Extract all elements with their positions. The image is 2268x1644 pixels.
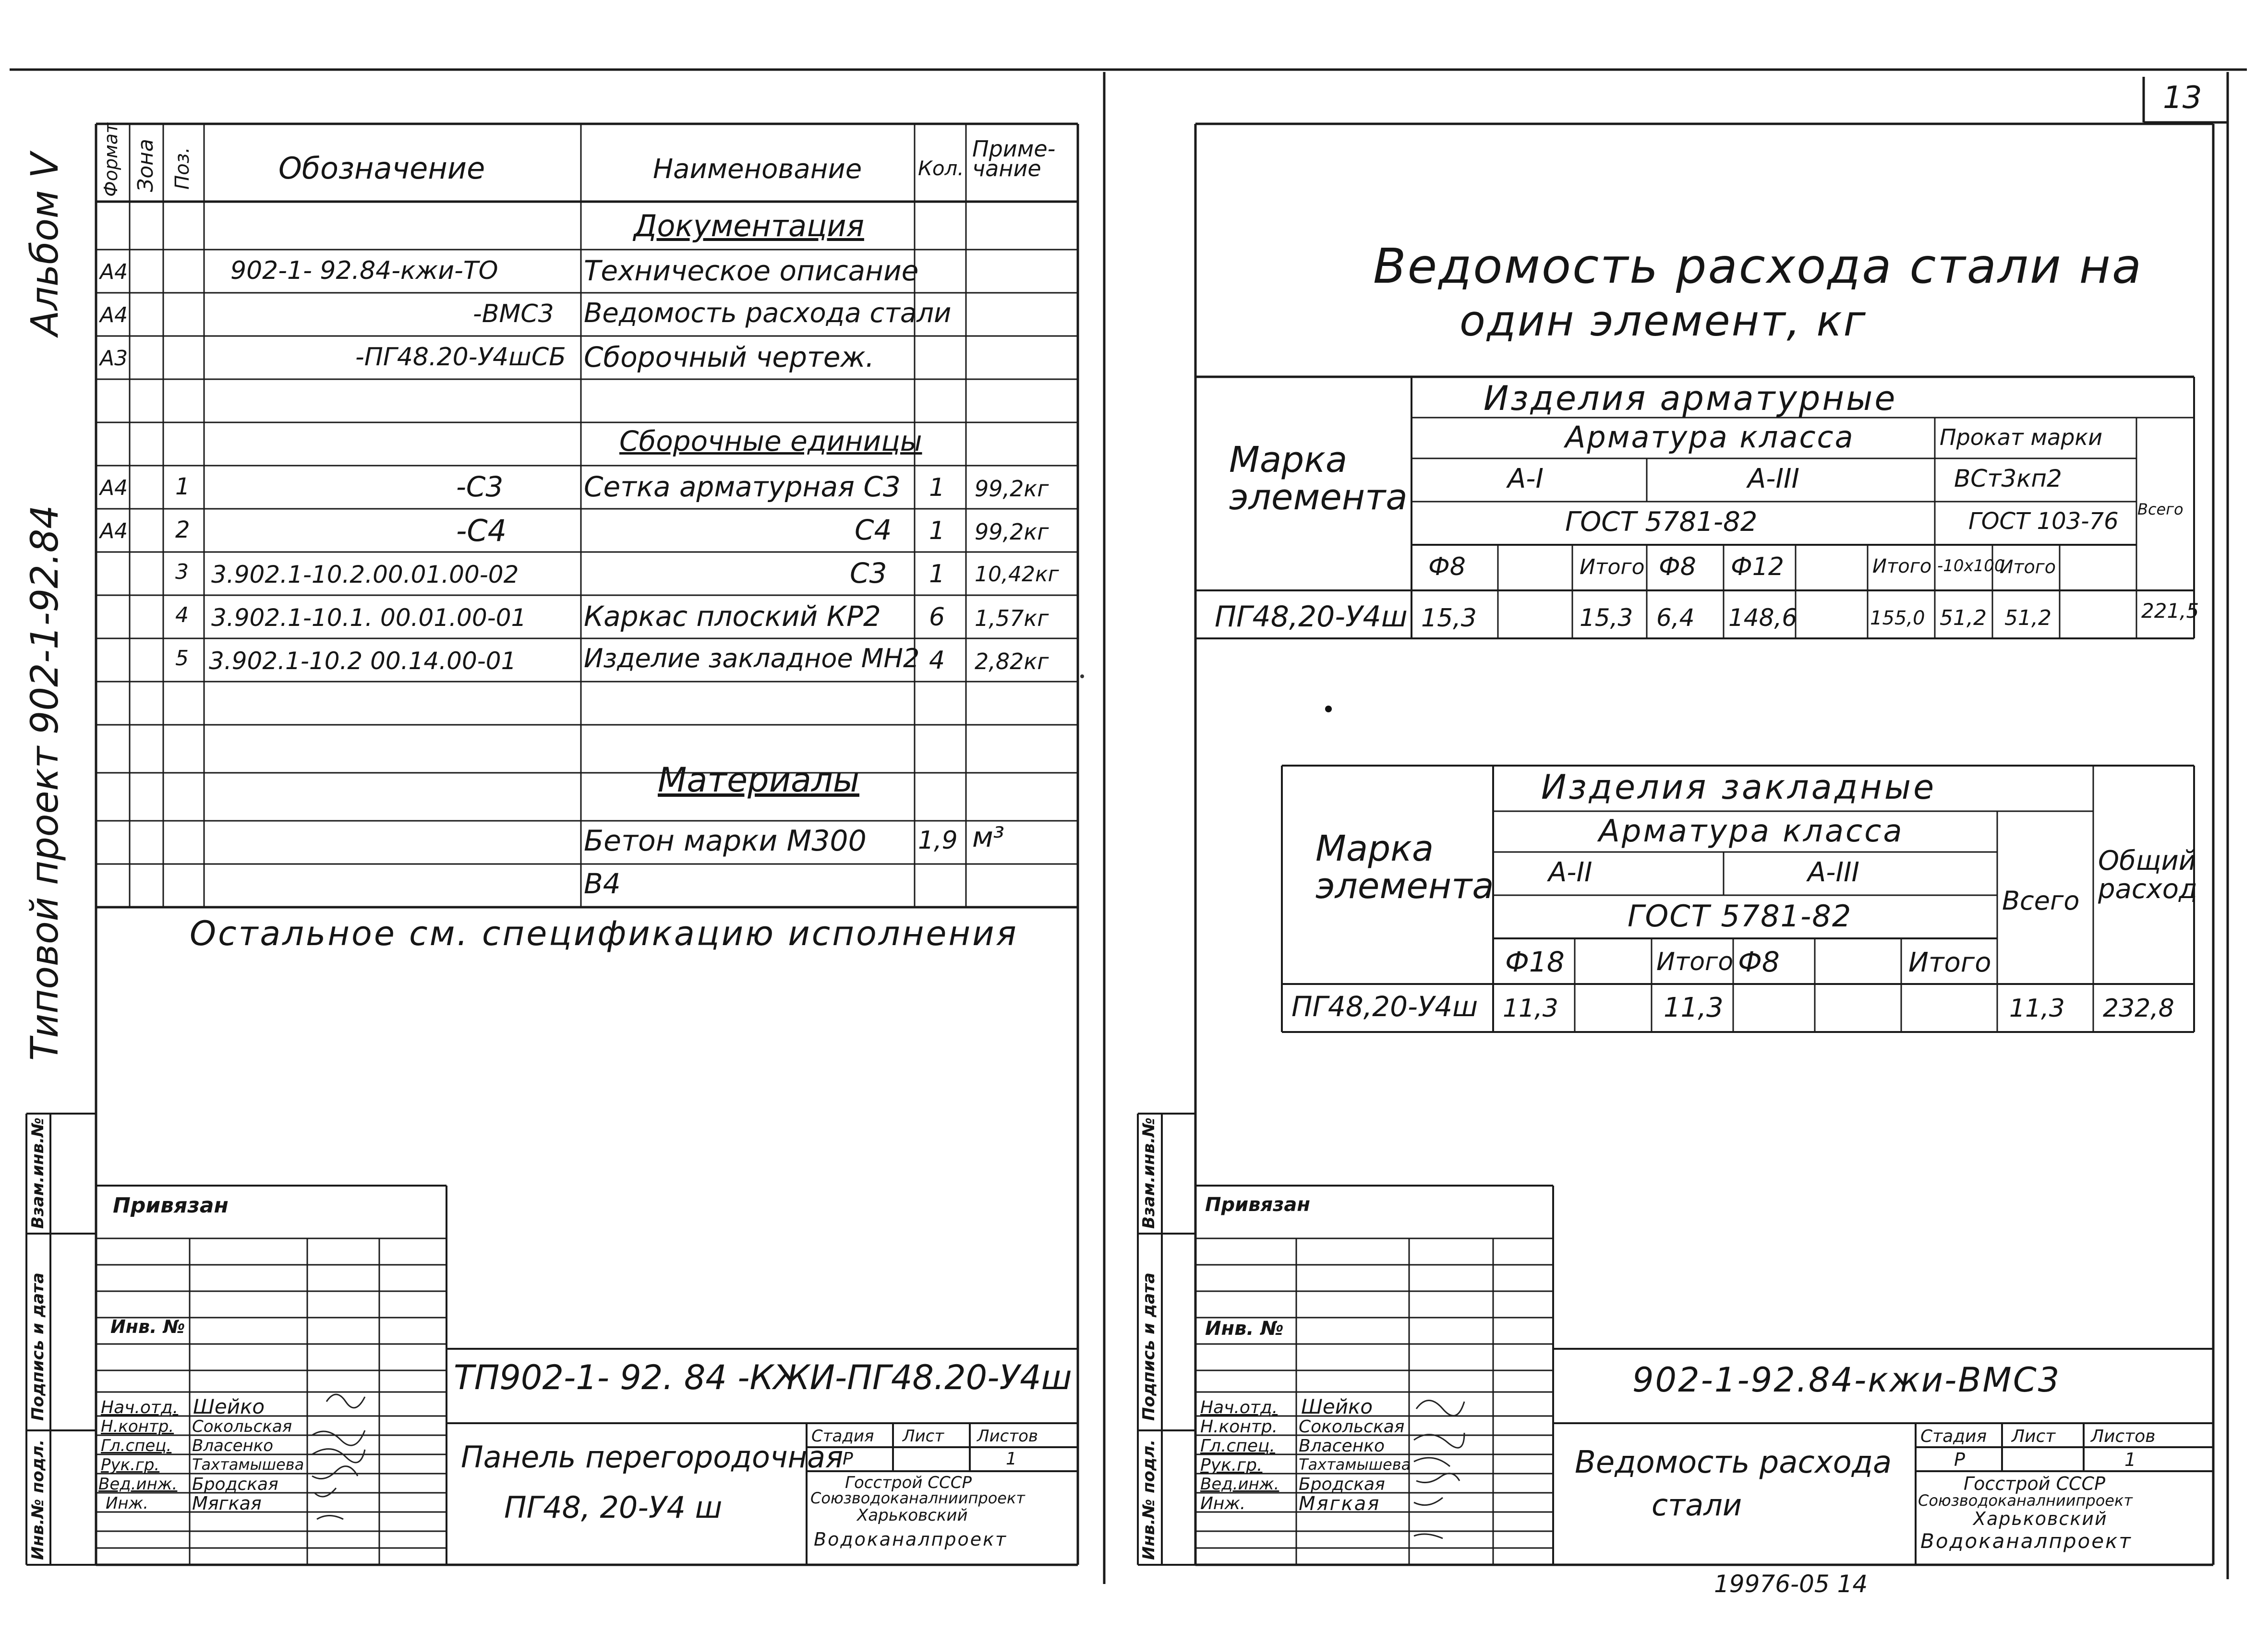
row-qty: 1: [929, 473, 945, 502]
stamp-sheets-label: Листов: [2091, 1427, 2156, 1446]
row-designation: 902-1- 92.84-кжи-ТО: [230, 256, 498, 285]
header-zone: Зона: [133, 139, 158, 192]
stamp-role: Рук.гр.: [101, 1455, 160, 1475]
row-name: Сетка арматурная С3: [584, 470, 901, 503]
stamp-role: Н.контр.: [1200, 1417, 1278, 1437]
material-name: Бетон марки М300: [584, 824, 867, 858]
stamp-org: Союзводоканалниипроект: [810, 1489, 1025, 1507]
footer-number: 19976-05 14: [1714, 1570, 1868, 1598]
t2-col-header: Ф18: [1505, 946, 1565, 978]
t2-total: 11,3: [2009, 994, 2065, 1023]
stamp-role: Вед.инж.: [1200, 1475, 1279, 1494]
row-format: А4: [100, 476, 128, 500]
stamp-privyazan: Привязан: [1205, 1194, 1311, 1216]
row-name: Каркас плоский КР2: [584, 600, 881, 633]
side-field: Подпись и дата: [1139, 1272, 1158, 1421]
row-name: Изделие закладное МН2: [584, 643, 920, 673]
row-qty: 4: [929, 646, 945, 675]
t2-cell: 11,3: [1664, 992, 1724, 1023]
t2-total-header: Всего: [2002, 886, 2080, 916]
header-designation: Обозначение: [278, 151, 485, 186]
row-note: 99,2кг: [975, 519, 1049, 545]
header-note: Приме- чание: [972, 136, 1056, 182]
scan-dot: [1080, 674, 1084, 678]
t1-cell: 6,4: [1656, 604, 1695, 632]
row-qty: 1: [929, 560, 945, 588]
stamp-role: Нач.отд.: [1200, 1398, 1278, 1417]
stamp-org: Союзводоканалниипроект: [1918, 1491, 2133, 1510]
row-name: С4: [855, 514, 892, 546]
t1-steel: ВСт3кп2: [1954, 465, 2062, 492]
stamp-person: Мягкая: [192, 1493, 262, 1514]
row-qty: 6: [929, 603, 945, 632]
stamp-inv-no: Инв. №: [1205, 1318, 1284, 1340]
t1-col-header: Итого: [1872, 555, 1932, 577]
row-note: 2,82кг: [975, 648, 1049, 674]
row-name: С3: [850, 557, 887, 589]
scan-dot: [1325, 706, 1332, 712]
t1-cell: 51,2: [2004, 606, 2051, 630]
stamp-person: Шейко: [1301, 1395, 1373, 1418]
t1-total: 221,5: [2141, 599, 2199, 623]
t2-subgroup: Арматура класса: [1599, 814, 1904, 849]
row-designation: 3.902.1-10.1. 00.01.00-01: [211, 604, 527, 632]
t2-col-header: Итого: [1656, 948, 1734, 976]
t2-row-mark: ПГ48,20-У4ш: [1291, 990, 1478, 1023]
stamp-code: 902-1-92.84-кжи-ВМС3: [1632, 1360, 2061, 1400]
album-label: Альбом V: [24, 152, 67, 336]
t1-cell: 155,0: [1870, 607, 1925, 629]
stamp-person: Мягкая: [1299, 1493, 1381, 1515]
row-pos: 2: [175, 516, 190, 543]
side-field: Инв.№ подл.: [28, 1439, 48, 1560]
row-designation: 3.902.1-10.2.00.01.00-02: [211, 561, 519, 588]
material-qty: 1,9: [918, 826, 958, 855]
stamp-org: Госстрой СССР: [1964, 1473, 2106, 1494]
t2-class-a3: А-III: [1808, 857, 1860, 888]
stamp-sheet-label: Лист: [903, 1427, 944, 1446]
t1-class-a3: А-III: [1748, 463, 1800, 494]
stamp-org: Харьковский: [857, 1506, 968, 1525]
section-assembly-units: Сборочные единицы: [619, 425, 922, 457]
remark: Остальное см. спецификацию исполнения: [190, 914, 1018, 953]
side-field: Взам.инв.№: [28, 1117, 48, 1229]
t1-subgroup: Арматура класса: [1565, 420, 1855, 455]
t1-rolled: Прокат марки: [1940, 424, 2103, 450]
stamp-role: Гл.спец.: [1200, 1436, 1275, 1456]
t1-group: Изделия арматурные: [1484, 379, 1897, 418]
stamp-role: Вед.инж.: [98, 1475, 178, 1494]
row-pos: 4: [175, 603, 189, 627]
t2-overall: 232,8: [2103, 994, 2174, 1023]
stamp-person: Бродская: [1299, 1475, 1385, 1494]
stamp-sheets-label: Листов: [977, 1427, 1038, 1446]
t1-row-mark: ПГ48,20-У4ш: [1215, 600, 1408, 634]
stamp-role: Н.контр.: [101, 1417, 174, 1436]
stamp-person: Тахтамышева: [1299, 1455, 1411, 1474]
section-materials: Материалы: [658, 760, 859, 800]
stamp-org: Водоканалпроект: [1920, 1529, 2132, 1553]
row-note: 10,42кг: [975, 562, 1059, 587]
material-name: В4: [584, 867, 621, 900]
t2-col-header: Ф8: [1738, 946, 1780, 978]
side-field: Подпись и дата: [28, 1272, 48, 1421]
stamp-sheet: 1: [2124, 1449, 2136, 1470]
stamp-role: Инж.: [1200, 1494, 1246, 1513]
t2-cell: 11,3: [1503, 994, 1558, 1023]
t1-col-header: Ф8: [1428, 552, 1466, 581]
stamp-person: Сокольская: [1299, 1417, 1405, 1437]
stamp-person: Бродская: [192, 1475, 278, 1494]
stamp-stage: Р: [843, 1449, 853, 1469]
side-field: Инв.№ подл.: [1139, 1439, 1158, 1560]
row-designation: -С3: [456, 470, 504, 503]
stamp-person: Власенко: [1299, 1436, 1385, 1456]
header-pos: Поз.: [171, 147, 193, 190]
row-qty: 1: [929, 516, 945, 545]
stamp-org: Госстрой СССР: [845, 1473, 972, 1492]
vedomost-title: один элемент, кг: [1460, 296, 1867, 346]
row-format: А4: [100, 260, 128, 284]
t1-gost1: ГОСТ 5781-82: [1565, 506, 1758, 538]
t1-mark-header: Марка элемента: [1229, 439, 1408, 518]
stamp-person: Сокольская: [192, 1417, 292, 1436]
t1-col-header: -10х100: [1937, 556, 2005, 576]
t2-gost: ГОСТ 5781-82: [1628, 899, 1852, 934]
vedomost-title: Ведомость расхода стали на: [1373, 238, 2143, 294]
row-name: Ведомость расхода стали: [584, 298, 952, 329]
row-pos: 3: [175, 560, 189, 584]
row-name: Техническое описание: [584, 254, 919, 287]
stamp-stage-label: Стадия: [811, 1427, 874, 1446]
stamp-role: Рук.гр.: [1200, 1455, 1263, 1475]
stamp-privyazan: Привязан: [113, 1193, 229, 1218]
t1-class-a1: А-I: [1508, 463, 1544, 494]
stamp-title: стали: [1652, 1488, 1742, 1523]
row-pos: 5: [175, 646, 189, 671]
stamp-org: Водоканалпроект: [814, 1529, 1008, 1550]
row-designation: -ВМС3: [473, 300, 554, 328]
t2-group: Изделия закладные: [1541, 768, 1937, 807]
row-note: 1,57кг: [975, 605, 1049, 631]
project-label: Типовой проект 902-1-92.84: [24, 505, 67, 1061]
row-designation: 3.902.1-10.2 00.14.00-01: [209, 647, 517, 675]
t1-cell: 148,6: [1728, 604, 1798, 632]
t1-total-header: Всего: [2137, 500, 2184, 518]
row-format: А3: [100, 346, 128, 371]
t1-cell: 51,2: [1940, 606, 1987, 630]
stamp-title: Панель перегородочная: [461, 1440, 844, 1475]
t1-cell: 15,3: [1421, 604, 1477, 633]
header-qty: Кол.: [918, 156, 964, 180]
row-name: Сборочный чертеж.: [584, 341, 875, 373]
stamp-title: ПГ48, 20-У4 ш: [504, 1490, 723, 1525]
stamp-role: Гл.спец.: [101, 1436, 172, 1455]
stamp-stage-label: Стадия: [1920, 1427, 1987, 1446]
stamp-role: Инж.: [106, 1494, 149, 1513]
stamp-role: Нач.отд.: [101, 1398, 179, 1417]
t2-mark-header: Марка элемента: [1315, 828, 1494, 907]
header-format: Формат: [100, 122, 121, 197]
t2-col-header: Итого: [1908, 947, 1991, 978]
row-pos: 1: [175, 473, 190, 500]
section-documentation: Документация: [634, 208, 864, 243]
row-designation: -ПГ48.20-У4шСБ: [355, 343, 566, 372]
side-field: Взам.инв.№: [1139, 1117, 1158, 1229]
t1-col-header: Ф8: [1659, 552, 1696, 581]
t1-col-header: Итого: [1580, 555, 1645, 579]
row-format: А4: [100, 519, 128, 543]
material-note: м³: [972, 821, 1005, 853]
stamp-title: Ведомость расхода: [1575, 1445, 1892, 1480]
t1-cell: 15,3: [1580, 604, 1633, 632]
t2-class-a2: А-II: [1548, 857, 1592, 888]
stamp-person: Власенко: [192, 1436, 274, 1455]
stamp-stage: Р: [1954, 1449, 1965, 1470]
stamp-inv-no: Инв. №: [110, 1316, 185, 1337]
stamp-sheet: 1: [1006, 1449, 1017, 1469]
header-name: Наименование: [653, 154, 862, 185]
t2-overall-header: Общий расход: [2098, 845, 2197, 905]
stamp-sheet-label: Лист: [2012, 1427, 2056, 1446]
sheet-number: 13: [2163, 80, 2202, 116]
stamp-org: Харьковский: [1973, 1508, 2108, 1529]
row-designation: -С4: [456, 513, 507, 548]
row-note: 99,2кг: [975, 476, 1049, 502]
t1-col-header: Итого: [2000, 556, 2056, 577]
t1-col-header: Ф12: [1731, 552, 1784, 581]
row-format: А4: [100, 303, 128, 327]
stamp-code: ТП902-1- 92. 84 -КЖИ-ПГ48.20-У4ш: [454, 1358, 1072, 1397]
stamp-person: Шейко: [193, 1395, 265, 1418]
stamp-person: Тахтамышева: [192, 1455, 304, 1474]
t1-gost2: ГОСТ 103-76: [1968, 508, 2119, 535]
